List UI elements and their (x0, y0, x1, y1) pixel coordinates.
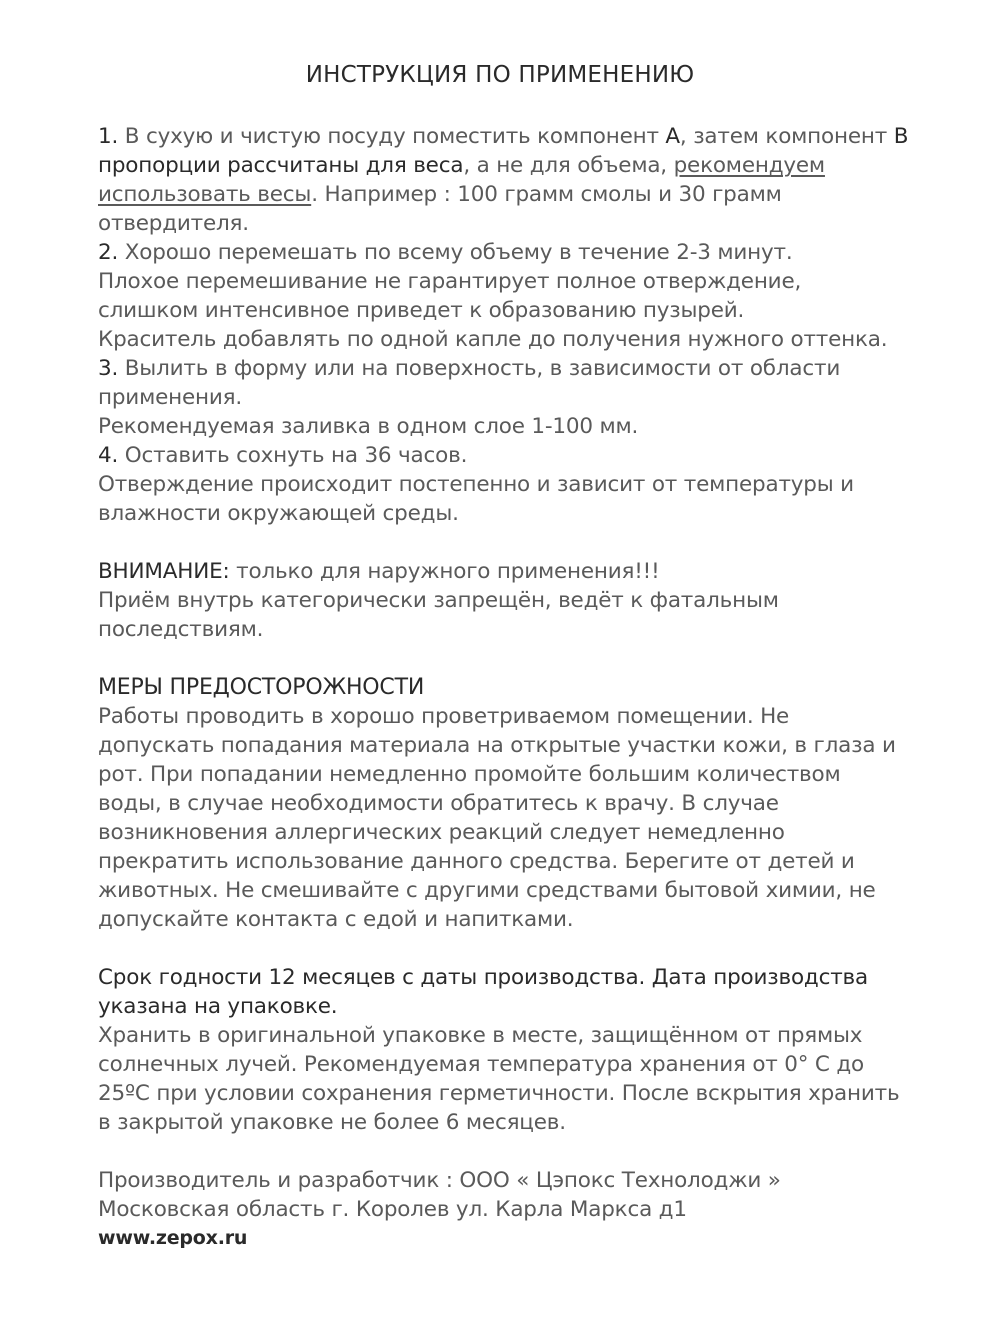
step-2-line-3: слишком интенсивное приведет к образованию пузырей. (98, 298, 745, 323)
step-1-line-1 (98, 122, 928, 151)
step-2-line-1 (98, 238, 928, 267)
precautions-heading: МЕРЫ ПРЕДОСТОРОЖНОСТИ (98, 675, 425, 700)
storage-line: 25ºС при условии сохранения герметичности. После вскрытия хранить (98, 1081, 900, 1106)
page-title: ИНСТРУКЦИЯ ПО ПРИМЕНЕНИЮ (305, 62, 695, 88)
shelf-life-line-2: указана на упаковке. (98, 994, 338, 1019)
step-1-example: . Например : 100 грамм смолы и 30 грамм (311, 182, 782, 207)
manufacturer-address: Московская область г. Королев ул. Карла Маркса д1 (98, 1197, 687, 1222)
precautions-line: воды, в случае необходимости обратитесь к врачу. В случае (98, 791, 779, 816)
step-2-number: 2. (98, 240, 119, 265)
step-1-line-4: отвердителя. (98, 211, 249, 236)
step-2-text: Хорошо перемешать по всему объему в течение 2-3 минут. (118, 240, 793, 265)
step-3-line-3: Рекомендуемая заливка в одном слое 1-100 мм. (98, 414, 639, 439)
precautions-line: допускать попадания материала на открытые участки кожи, в глаза и (98, 733, 896, 758)
step-2-line-2: Плохое перемешивание не гарантирует полное отверждение, (98, 269, 802, 294)
storage-line: Хранить в оригинальной упаковке в месте, защищённом от прямых (98, 1023, 863, 1048)
steps-section (98, 122, 928, 528)
shelf-life-line-1: Срок годности 12 месяцев с даты производства. Дата производства (98, 965, 868, 990)
storage-line: солнечных лучей. Рекомендуемая температура хранения от 0° С до (98, 1052, 864, 1077)
step-4-number: 4. (98, 443, 119, 468)
warning-label: ВНИМАНИЕ: (98, 559, 230, 584)
step-1-line-3 (98, 180, 928, 209)
step-4-text: Оставить сохнуть на 36 часов. (118, 443, 468, 468)
step-1-number: 1. (98, 124, 119, 149)
step-1-weight-note: пропорции рассчитаны для веса (98, 153, 464, 178)
component-b: В (893, 124, 909, 149)
step-2-line-4: Краситель добавлять по одной капле до получения нужного оттенка. (98, 327, 888, 352)
precautions-line: рот. При попадании немедленно промойте большим количеством (98, 762, 841, 787)
step-3-number: 3. (98, 356, 119, 381)
step-3-text: Вылить в форму или на поверхность, в зависимости от области (118, 356, 841, 381)
warning-line-2: Приём внутрь категорически запрещён, ведёт к фатальным (98, 588, 779, 613)
warning-line-3: последствиям. (98, 617, 264, 642)
warning-section (98, 557, 928, 644)
step-1-text-a: В сухую и чистую посуду поместить компонент (118, 124, 666, 149)
precautions-line: животных. Не смешивайте с другими средствами бытовой химии, не (98, 878, 876, 903)
website-link[interactable]: www.zepox.ru (98, 1227, 248, 1249)
precautions-line: допускайте контакта с едой и напитками. (98, 907, 574, 932)
precautions-line: прекратить использование данного средства. Берегите от детей и (98, 849, 855, 874)
step-3-line-1 (98, 354, 928, 383)
step-1-text-b: , затем компонент (679, 124, 894, 149)
step-1-line-2 (98, 151, 928, 180)
step-3-line-2: применения. (98, 385, 243, 410)
step-1-recommend: рекомендуем (673, 153, 825, 178)
document-body (98, 122, 928, 1253)
precautions-line: Работы проводить в хорошо проветриваемом помещении. Не (98, 704, 790, 729)
storage-section (98, 963, 928, 1137)
component-a: А (665, 124, 680, 149)
step-4-line-2: Отверждение происходит постепенно и зависит от температуры и (98, 472, 854, 497)
precautions-line: возникновения аллергических реакций следует немедленно (98, 820, 785, 845)
warning-line-1 (98, 557, 928, 586)
manufacturer-name: Производитель и разработчик : ООО « Цэпокс Технолоджи » (98, 1168, 781, 1193)
step-1-volume-note: , а не для объема, (463, 153, 674, 178)
manufacturer-section (98, 1166, 928, 1253)
storage-line: в закрытой упаковке не более 6 месяцев. (98, 1110, 566, 1135)
step-4-line-3: влажности окружающей среды. (98, 501, 459, 526)
step-4-line-1 (98, 441, 928, 470)
warning-text: только для наружного применения!!! (229, 559, 660, 584)
step-1-use-scales: использовать весы (98, 182, 312, 207)
precautions-section (98, 673, 928, 934)
